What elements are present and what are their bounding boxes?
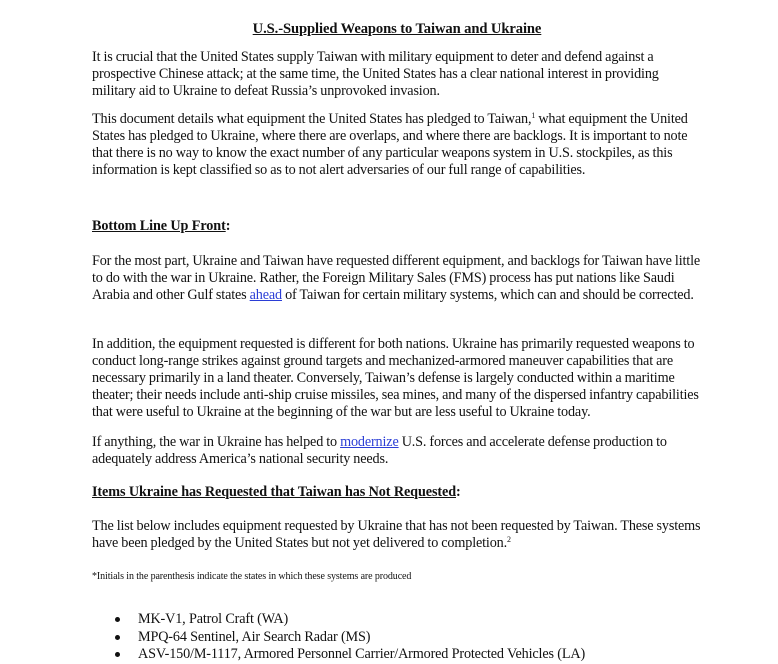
- bluf-heading-suffix: :: [225, 218, 231, 234]
- modernize-link[interactable]: modernize: [340, 434, 399, 450]
- footnote-ref-1[interactable]: 1: [531, 111, 536, 120]
- list-item: [92, 646, 585, 664]
- list-item-label: MPQ-64 Sentinel, Air Search Radar (MS): [138, 628, 371, 645]
- ukraine-only-heading-suffix: :: [456, 484, 461, 500]
- bluf-p3-text-before-link: If anything, the war in Ukraine has helped to: [92, 434, 341, 450]
- bluf-paragraph-3: [92, 434, 702, 468]
- list-item-label: MK-V1, Patrol Craft (WA): [138, 611, 289, 627]
- bluf-heading: [92, 218, 230, 235]
- footnote-ref-2[interactable]: 2: [507, 535, 511, 544]
- bullet-icon: [115, 617, 120, 622]
- bluf-heading-text: Bottom Line Up Front: [92, 218, 226, 234]
- bluf-p3-text-after-link: U.S. forces and accelerate defense production to adequately address America’s national security needs.: [92, 434, 667, 467]
- list-item: [92, 611, 585, 629]
- document-title: U.S.-Supplied Weapons to Taiwan and Ukraine: [252, 21, 542, 37]
- details-paragraph: [92, 111, 702, 179]
- ukraine-only-paragraph-text: The list below includes equipment requested by Ukraine that has not been requested by Taiwan. These systems have been pledged by the United States but not yet delivered to completion.: [92, 518, 701, 551]
- details-text-before-footnote: This document details what equipment the United States has pledged to Taiwan,: [92, 111, 532, 127]
- ahead-link[interactable]: ahead: [249, 287, 282, 303]
- list-item: [92, 629, 585, 647]
- bluf-paragraph-1: [92, 253, 702, 304]
- bullet-icon: [115, 652, 120, 657]
- ukraine-only-paragraph: [92, 518, 702, 552]
- list-item-label: ASV-150/M-1117, Armored Personnel Carrier/Armored Protected Vehicles (LA): [138, 646, 586, 662]
- ukraine-only-heading: [92, 484, 461, 501]
- details-text-after-footnote: what equipment the United States has pledged to Ukraine, where there are overlaps, and where there are backlogs. It is important to note that there is no way to know the exact number of any particular weapons system in U.S. stockpiles, as this information is kept classified so as to not alert adversaries of our full range of capabilities.: [92, 111, 688, 178]
- bullet-icon: [115, 635, 120, 640]
- bluf-paragraph-2: In addition, the equipment requested is different for both nations. Ukraine has primarily requested weapons to conduct long-range strikes against ground targets and mechanized-armored maneuver capabilities that are necessary primarily in a land theater. Conversely, Taiwan’s defense is largely conducted within a maritime theater; their needs include anti-ship cruise missiles, sea mines, and many of the dispersed infantry capabilities that were useful to Ukraine at the beginning of the war but are less useful to Ukraine today.: [92, 336, 699, 420]
- bluf-p1-text-after-link: of Taiwan for certain military systems, which can and should be corrected.: [282, 287, 694, 303]
- bluf-p1-text-before-link: For the most part, Ukraine and Taiwan have requested different equipment, and backlogs for Taiwan have little to do with the war in Ukraine. Rather, the Foreign Military Sales (FMS) process has put nations like Saudi Arabia and other Gulf states: [92, 253, 701, 303]
- states-initials-note: *Initials in the parenthesis indicate the states in which these systems are produced: [92, 571, 412, 582]
- ukraine-only-heading-text: Items Ukraine has Requested that Taiwan has Not Requested: [92, 484, 456, 500]
- intro-paragraph: It is crucial that the United States supply Taiwan with military equipment to deter and defend against a prospective Chinese attack; at the same time, the United States has a clear national interest in providing military aid to Ukraine to defeat Russia’s unprovoked invasion.: [92, 49, 659, 99]
